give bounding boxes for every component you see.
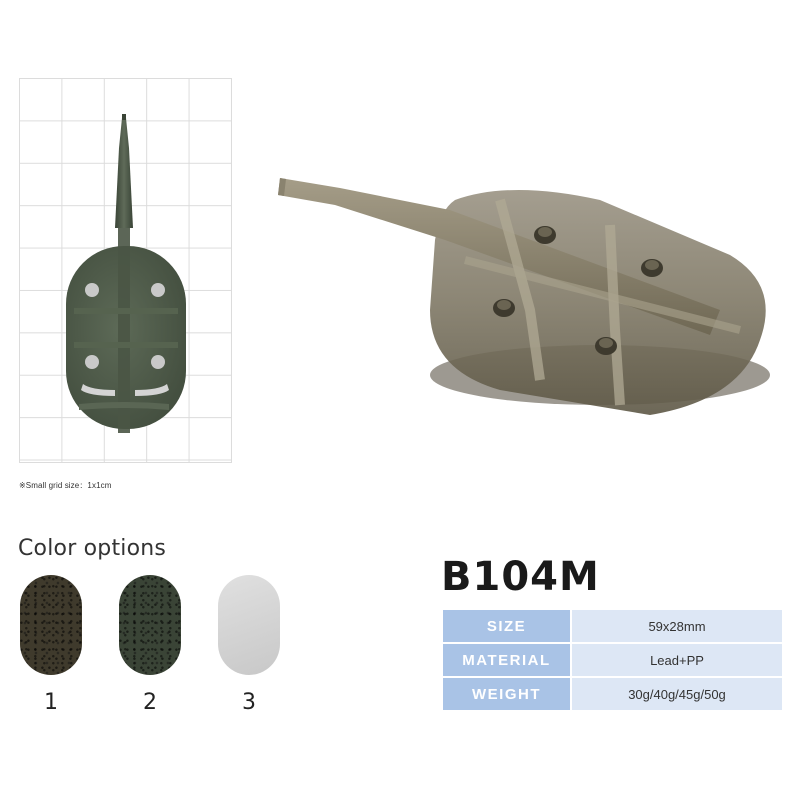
spec-row-material: [443, 644, 782, 678]
color-options-title: Color options: [18, 536, 167, 561]
color-number-3: 3: [242, 690, 256, 715]
grid-size-note: ※Small grid size：1x1cm: [19, 481, 112, 490]
front-hole: [151, 283, 165, 297]
spec-label-material: MATERIAL: [443, 644, 572, 678]
spec-label-size: SIZE: [443, 610, 572, 644]
color-swatch-3: [218, 575, 280, 675]
spec-value-material: Lead+PP: [572, 644, 782, 678]
spec-value-weight: 30g/40g/45g/50g: [572, 678, 782, 712]
spec-value-size: 59x28mm: [572, 610, 782, 644]
front-hole: [151, 355, 165, 369]
front-hole: [85, 355, 99, 369]
spec-label-weight: WEIGHT: [443, 678, 572, 712]
color-swatch-2: [119, 575, 181, 675]
color-swatch-1: [20, 575, 82, 675]
spec-table: [443, 610, 782, 712]
feeder-front-view: [19, 78, 232, 463]
color-number-2: 2: [143, 690, 157, 715]
product-code: B104M: [441, 554, 600, 600]
spec-row-weight: [443, 678, 782, 712]
feeder-3d-view: [270, 160, 780, 430]
front-tube: [115, 118, 133, 228]
front-hole: [85, 283, 99, 297]
color-number-1: 1: [44, 690, 58, 715]
spec-row-size: [443, 610, 782, 644]
